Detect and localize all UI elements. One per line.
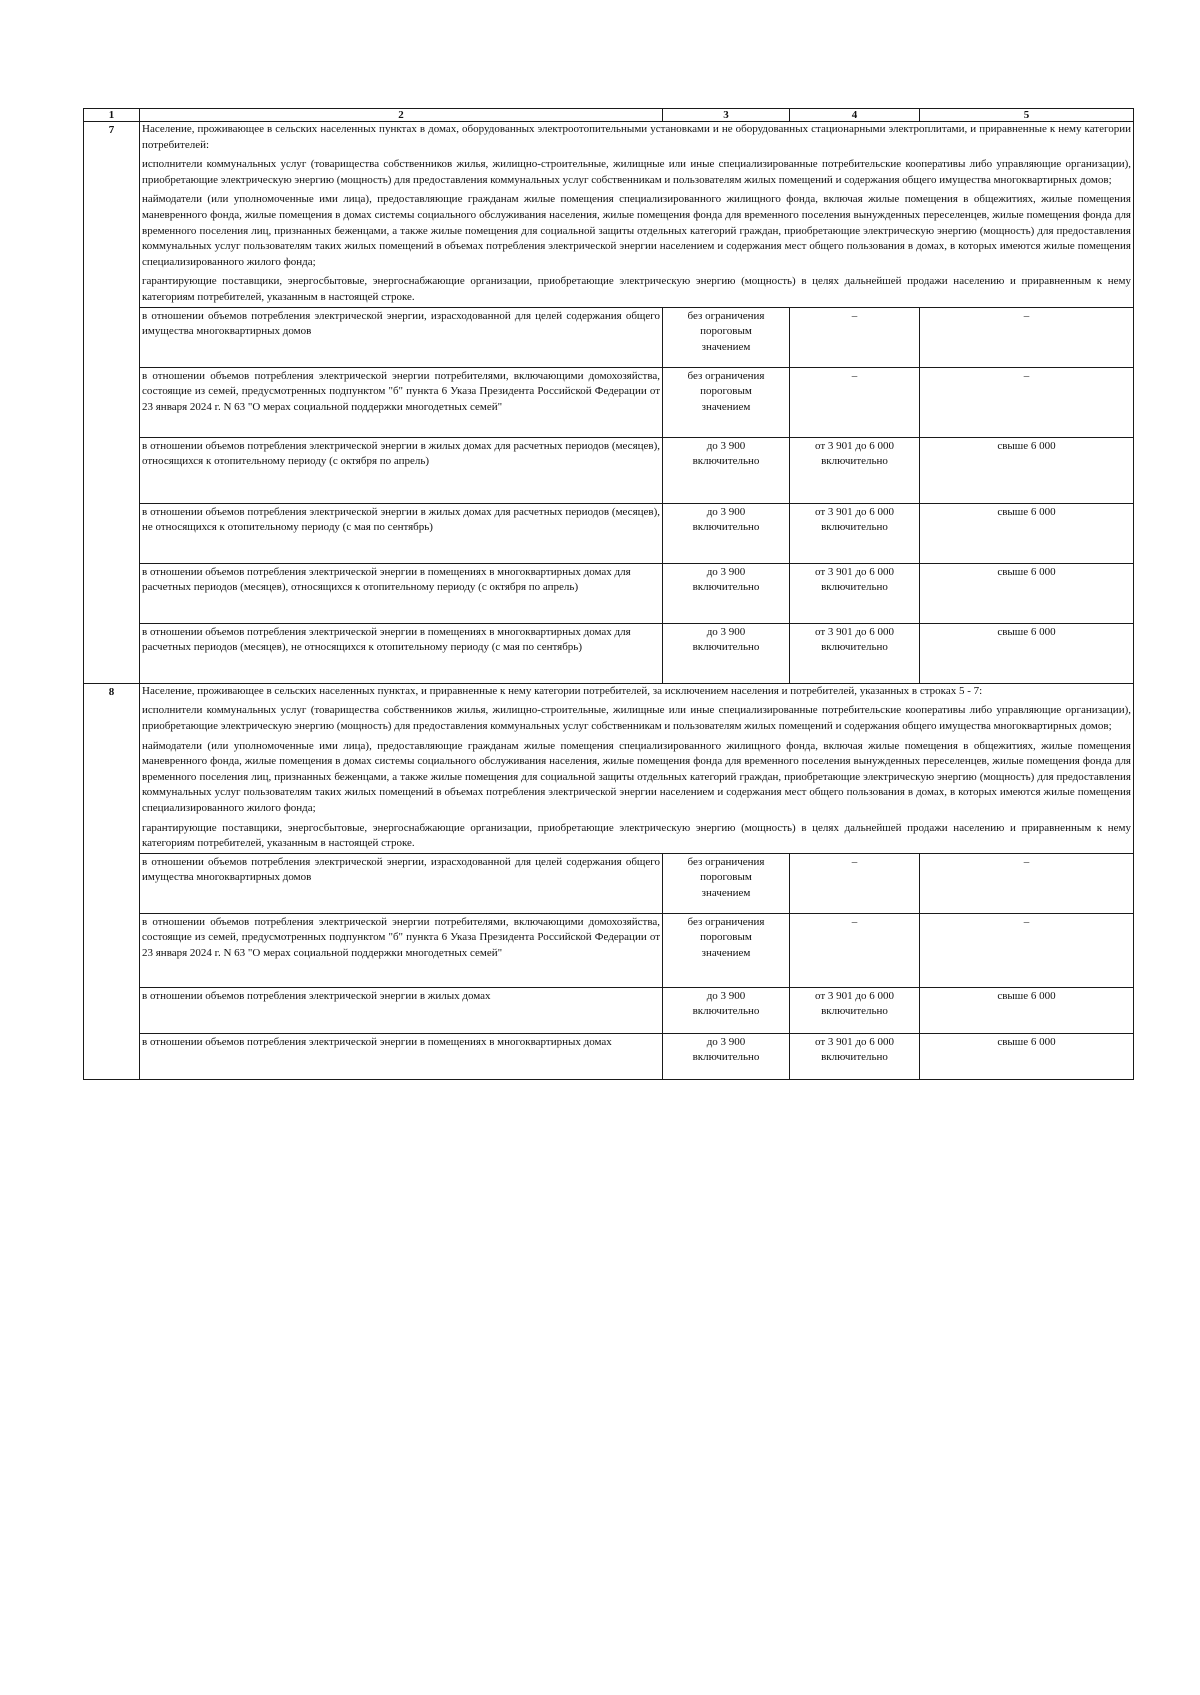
threshold-range-3-line: – — [1023, 369, 1030, 382]
threshold-range-2-line: от 3 901 до 6 000 — [814, 989, 894, 1002]
tariff-subrow — [84, 1033, 1134, 1079]
consumption-category: в отношении объемов потребления электрической энергии в помещениях в многоквартирных домах для расчетных периодов (месяцев), относящихся к отопительному периоду (с октября по апрель) — [140, 563, 663, 623]
threshold-range-2-line: от 3 901 до 6 000 — [814, 505, 894, 518]
threshold-range-1-line: без ограничения — [687, 309, 765, 322]
threshold-range-2-line: включительно — [821, 641, 888, 654]
consumption-category: в отношении объемов потребления электрической энергии, израсходованной для целей содержания общего имущества многоквартирных домов — [140, 853, 663, 913]
threshold-range-2-line: от 3 901 до 6 000 — [814, 565, 894, 578]
threshold-range-2 — [790, 913, 920, 987]
section-7-description-row — [84, 122, 1134, 308]
threshold-range-1-line: значением — [701, 947, 751, 960]
threshold-range-3 — [920, 853, 1134, 913]
consumption-category: в отношении объемов потребления электрической энергии в жилых домах — [140, 987, 663, 1033]
threshold-range-1-line: включительно — [692, 455, 760, 468]
column-number-4: 4 — [790, 109, 920, 122]
threshold-range-1-line: значением — [701, 340, 751, 353]
description-paragraph: наймодатели (или уполномоченные ими лица), предоставляющие гражданам жилые помещения специализированного жилищного фонда, включая жилые помещения в общежитиях, жилые помещения маневренного фонда, жилые помещения в домах системы социального обслуживания населения, жилые помещения фонда для временного поселения вынужденных переселенцев, жилые помещения фонда для временного поселения лиц, признанных беженцами, а также жилые помещения для социальной защиты отдельных категорий граждан, приобретающие электрическую энергию (мощность) для предоставления коммунальных услуг пользователям таких жилых помещений в объемах потребления электрической энергии населением и содержания мест общего пользования в домах, в которых имеются жилые помещения специализированного жилого фонда; — [142, 739, 1131, 814]
threshold-range-1 — [663, 437, 790, 503]
threshold-range-1-line: до 3 900 — [706, 1035, 746, 1048]
threshold-range-3-line: свыше 6 000 — [997, 505, 1056, 518]
threshold-range-2 — [790, 623, 920, 683]
column-number-5: 5 — [920, 109, 1134, 122]
threshold-range-1-line: значением — [701, 887, 751, 900]
threshold-range-3 — [920, 367, 1134, 437]
tariff-subrow — [84, 437, 1134, 503]
threshold-range-1 — [663, 853, 790, 913]
threshold-range-1-line: до 3 900 — [706, 625, 746, 638]
description-paragraph: наймодатели (или уполномоченные ими лица), предоставляющие гражданам жилые помещения специализированного жилищного фонда, включая жилые помещения в общежитиях, жилые помещения маневренного фонда, жилые помещения в домах системы социального обслуживания населения, жилые помещения фонда для временного поселения вынужденных переселенцев, жилые помещения фонда для временного поселения лиц, признанных беженцами, а также жилые помещения для социальной защиты отдельных категорий граждан, приобретающие электрическую энергию (мощность) для предоставления коммунальных услуг пользователям таких жилых помещений в объемах потребления электрической энергии населением и содержания мест общего пользования в домах, в которых имеются жилые помещения специализированного жилого фонда; — [142, 193, 1131, 268]
threshold-range-1-line: пороговым — [700, 931, 752, 944]
threshold-range-3 — [920, 913, 1134, 987]
row-number: 7 — [84, 122, 140, 684]
tariff-subrow — [84, 623, 1134, 683]
threshold-range-2-line: включительно — [821, 1005, 888, 1018]
threshold-range-1-line: до 3 900 — [706, 439, 746, 452]
threshold-range-1-line: включительно — [692, 641, 760, 654]
threshold-range-1 — [663, 1033, 790, 1079]
threshold-range-2-line: от 3 901 до 6 000 — [814, 439, 894, 452]
consumption-category: в отношении объемов потребления электрической энергии в помещениях в многоквартирных домах для расчетных периодов (месяцев), не относящихся к отопительному периоду (с мая по сентябрь) — [140, 623, 663, 683]
threshold-range-1-line: пороговым — [700, 871, 752, 884]
section-8-description-row — [84, 683, 1134, 853]
threshold-range-1-line: до 3 900 — [706, 505, 746, 518]
threshold-range-3 — [920, 503, 1134, 563]
threshold-range-2-line: – — [851, 369, 858, 382]
threshold-range-1-line: включительно — [692, 1051, 760, 1064]
threshold-range-1-line: включительно — [692, 581, 760, 594]
threshold-range-3 — [920, 623, 1134, 683]
threshold-range-2 — [790, 1033, 920, 1079]
threshold-range-2-line: от 3 901 до 6 000 — [814, 1035, 894, 1048]
row-number: 8 — [84, 683, 140, 1079]
threshold-range-1-line: до 3 900 — [706, 565, 746, 578]
threshold-range-1 — [663, 913, 790, 987]
column-number-3: 3 — [663, 109, 790, 122]
threshold-range-1 — [663, 563, 790, 623]
threshold-range-1 — [663, 367, 790, 437]
description-paragraph: гарантирующие поставщики, энергосбытовые, энергоснабжающие организации, приобретающие электрическую энергию (мощность) в целях дальнейшей продажи населению и приравненным к нему категориям потребителей, указанным в настоящей строке. — [142, 275, 1131, 304]
consumption-category: в отношении объемов потребления электрической энергии потребителями, включающими домохозяйства, состоящие из семей, предусмотренных подпунктом "б" пункта 6 Указа Президента Российской Федерации от 23 января 2024 г. N 63 "О мерах социальной поддержки многодетных семей" — [140, 367, 663, 437]
threshold-range-3-line: свыше 6 000 — [997, 625, 1056, 638]
threshold-range-1 — [663, 503, 790, 563]
threshold-range-3-line: свыше 6 000 — [997, 1035, 1056, 1048]
threshold-range-2 — [790, 563, 920, 623]
threshold-range-2-line: – — [851, 915, 858, 928]
threshold-range-1-line: без ограничения — [687, 915, 765, 928]
tariff-subrow — [84, 503, 1134, 563]
threshold-range-2-line: включительно — [821, 455, 888, 468]
threshold-range-1 — [663, 307, 790, 367]
threshold-range-2-line: включительно — [821, 581, 888, 594]
threshold-range-3-line: свыше 6 000 — [997, 439, 1056, 452]
column-number-header-row — [84, 109, 1134, 122]
threshold-range-3 — [920, 1033, 1134, 1079]
threshold-range-3 — [920, 437, 1134, 503]
threshold-range-2 — [790, 987, 920, 1033]
tariff-table — [83, 108, 1134, 1080]
threshold-range-2 — [790, 437, 920, 503]
consumption-category: в отношении объемов потребления электрической энергии в помещениях в многоквартирных домах — [140, 1033, 663, 1079]
threshold-range-3-line: свыше 6 000 — [997, 565, 1056, 578]
tariff-subrow — [84, 853, 1134, 913]
threshold-range-1-line: до 3 900 — [706, 989, 746, 1002]
threshold-range-1 — [663, 623, 790, 683]
threshold-range-1-line: пороговым — [700, 325, 752, 338]
threshold-range-1-line: значением — [701, 400, 751, 413]
description-paragraph: гарантирующие поставщики, энергосбытовые, энергоснабжающие организации, приобретающие электрическую энергию (мощность) в целях дальнейшей продажи населению и приравненным к нему категориям потребителей, указанным в настоящей строке. — [142, 821, 1131, 850]
threshold-range-2-line: включительно — [821, 521, 888, 534]
threshold-range-1-line: включительно — [692, 1005, 760, 1018]
threshold-range-2-line: от 3 901 до 6 000 — [814, 625, 894, 638]
consumption-category: в отношении объемов потребления электрической энергии в жилых домах для расчетных периодов (месяцев), относящихся к отопительному периоду (с октября по апрель) — [140, 437, 663, 503]
threshold-range-2 — [790, 503, 920, 563]
threshold-range-2-line: включительно — [821, 1051, 888, 1064]
consumption-category: в отношении объемов потребления электрической энергии, израсходованной для целей содержания общего имущества многоквартирных домов — [140, 307, 663, 367]
section-description — [140, 122, 1134, 308]
threshold-range-3 — [920, 987, 1134, 1033]
description-paragraph: Население, проживающее в сельских населенных пунктах в домах, оборудованных электроотопительными установками и не оборудованных стационарными электроплитами, и приравненные к нему категории потребителей: — [142, 123, 1131, 151]
consumption-category: в отношении объемов потребления электрической энергии в жилых домах для расчетных периодов (месяцев), не относящихся к отопительному периоду (с мая по сентябрь) — [140, 503, 663, 563]
tariff-subrow — [84, 913, 1134, 987]
threshold-range-3 — [920, 307, 1134, 367]
tariff-subrow — [84, 367, 1134, 437]
section-description — [140, 683, 1134, 853]
description-paragraph: исполнители коммунальных услуг (товарищества собственников жилья, жилищно-строительные, жилищные или иные специализированные потребительские кооперативы либо управляющие организации), приобретающие электрическую энергию (мощность) для предоставления коммунальных услуг собственникам и пользователям жилых помещений и содержания общего имущества многоквартирных домов; — [142, 704, 1131, 732]
description-paragraph: Население, проживающее в сельских населенных пунктах, и приравненные к нему категории потребителей, за исключением населения и потребителей, указанных в строках 5 - 7: — [142, 684, 983, 697]
consumption-category: в отношении объемов потребления электрической энергии потребителями, включающими домохозяйства, состоящие из семей, предусмотренных подпунктом "б" пункта 6 Указа Президента Российской Федерации от 23 января 2024 г. N 63 "О мерах социальной поддержки многодетных семей" — [140, 913, 663, 987]
column-number-2: 2 — [140, 109, 663, 122]
threshold-range-2-line: – — [851, 855, 858, 868]
threshold-range-1-line: пороговым — [700, 385, 752, 398]
threshold-range-3-line: свыше 6 000 — [997, 989, 1056, 1002]
threshold-range-3-line: – — [1023, 309, 1030, 322]
description-paragraph: исполнители коммунальных услуг (товарищества собственников жилья, жилищно-строительные, жилищные или иные специализированные потребительские кооперативы либо управляющие организации), приобретающие электрическую энергию (мощность) для предоставления коммунальных услуг собственникам и пользователям жилых помещений и содержания общего имущества многоквартирных домов; — [142, 158, 1131, 186]
threshold-range-3-line: – — [1023, 915, 1030, 928]
threshold-range-3-line: – — [1023, 855, 1030, 868]
tariff-subrow — [84, 563, 1134, 623]
threshold-range-1-line: включительно — [692, 521, 760, 534]
tariff-subrow — [84, 307, 1134, 367]
threshold-range-2 — [790, 307, 920, 367]
threshold-range-1 — [663, 987, 790, 1033]
tariff-subrow — [84, 987, 1134, 1033]
threshold-range-2 — [790, 367, 920, 437]
threshold-range-1-line: без ограничения — [687, 369, 765, 382]
threshold-range-1-line: без ограничения — [687, 855, 765, 868]
table-body — [84, 109, 1134, 1080]
threshold-range-3 — [920, 563, 1134, 623]
threshold-range-2-line: – — [851, 309, 858, 322]
column-number-1: 1 — [84, 109, 140, 122]
threshold-range-2 — [790, 853, 920, 913]
